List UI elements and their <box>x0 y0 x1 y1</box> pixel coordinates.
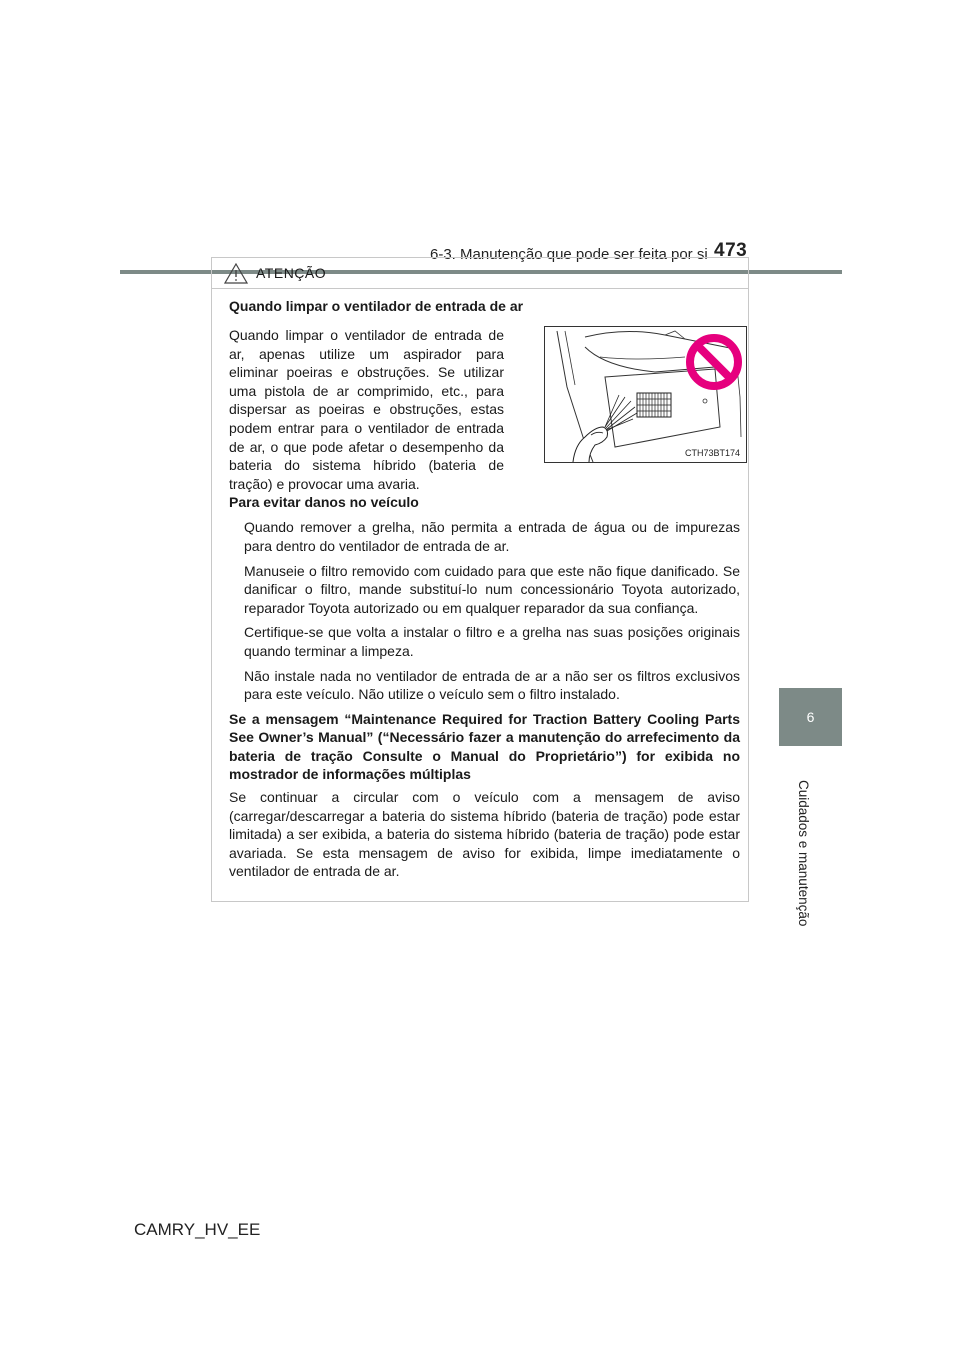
section2-item: Manuseie o filtro removido com cuidado para que este não fique danificado. Se danificar o filtro, mande substituí-lo num concessionário Toyota autorizado, reparador Toyota autorizado ou em qualquer reparador da sua confiança. <box>244 562 740 616</box>
section2-item: Certifique-se que volta a instalar o filtro e a grelha nas suas posições originais quando terminar a limpeza. <box>244 624 740 659</box>
warning-box <box>211 257 749 902</box>
section3-text: Se continuar a circular com o veículo com a mensagem de aviso (carregar/descarregar a bateria do sistema híbrido (bateria de tração) pode estar limitada) a ser exibida, a bateria do sistema híbrido (bateria de tração) pode estar avariada. Se esta mensagem de aviso for exibida, limpe imediatamente o ventilador de entrada de ar. <box>229 789 740 880</box>
page-number: 473 <box>714 240 748 261</box>
warning-body <box>212 289 748 881</box>
chapter-number: 6 <box>806 709 815 725</box>
section2-heading: Para evitar danos no veículo <box>229 494 419 511</box>
section2-item: Quando remover a grelha, não permita a entrada de água ou de impurezas para dentro do ventilador de entrada de ar. <box>244 519 740 554</box>
warning-triangle-icon <box>224 263 248 284</box>
vent-scene-drawing <box>545 327 746 462</box>
warning-title: ATENÇÃO <box>256 265 327 281</box>
model-code: CAMRY_HV_EE <box>134 1220 261 1239</box>
section1-content <box>229 326 740 493</box>
illustration-code: CTH73BT174 <box>684 448 740 458</box>
chapter-title: Cuidados e manutenção <box>796 780 811 927</box>
vent-cleaning-illustration <box>544 326 747 463</box>
section3-heading: Se a mensagem “Maintenance Required for Traction Battery Cooling Parts See Owner’s Manual” (“Necessário fazer a manutenção do arrefecimento da bateria de tração Consulte o Manual do Proprietário”) for exibida no mostrador de informações múltiplas <box>229 710 740 783</box>
warning-header <box>212 258 748 289</box>
section2-item: Não instale nada no ventilador de entrada de ar a não ser os filtros exclusivos para este veículo. Não utilize o veículo sem o filtro instalado. <box>244 667 740 703</box>
section1-text: Quando limpar o ventilador de entrada de ar, apenas utilize um aspirador para eliminar poeiras e obstruções. Se utilizar uma pistola de ar comprimido, etc., para dispersar as poeiras e obstruções, estas podem entrar para o ventilador de entrada de ar, o que pode afetar o desempenho da bateria do sistema híbrido (bateria de tração) e provocar uma avaria. <box>229 327 504 492</box>
chapter-tab <box>779 688 842 746</box>
header-section-title: 6-3. Manutenção que pode ser feita por si <box>430 246 708 263</box>
section1-heading: Quando limpar o ventilador de entrada de ar <box>229 298 524 314</box>
